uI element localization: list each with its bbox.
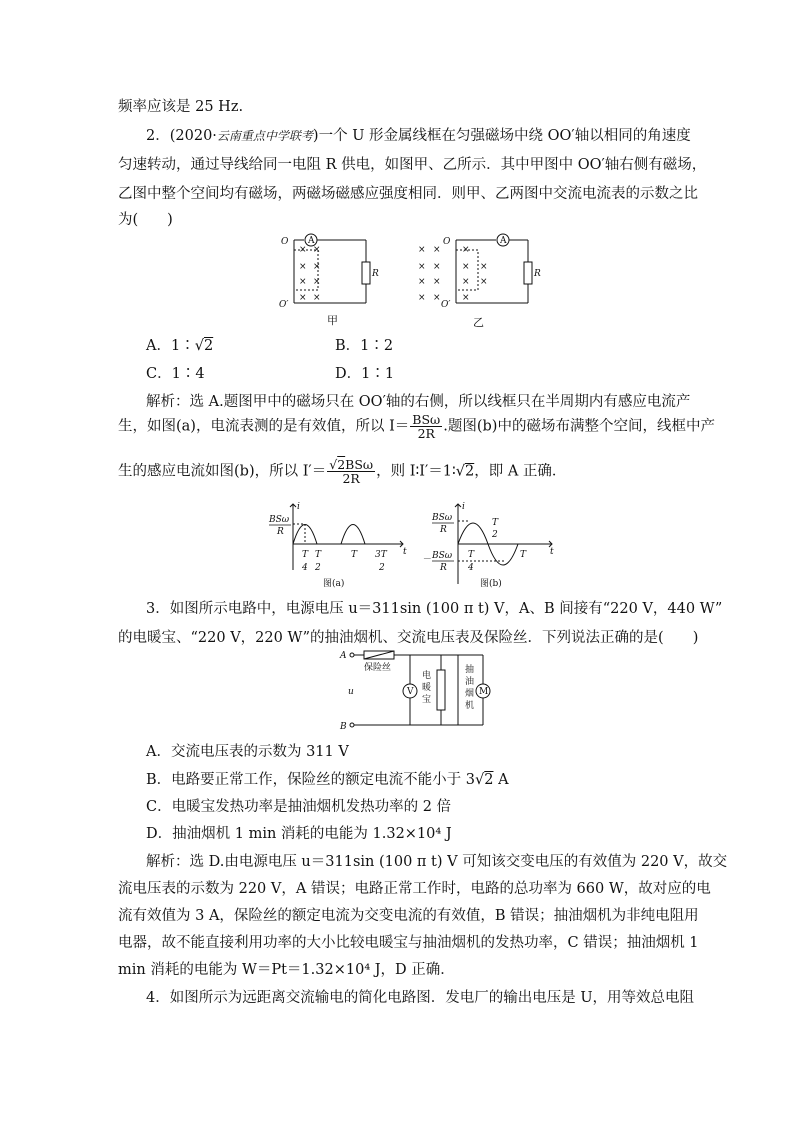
option-c: C．1∶4 (146, 366, 205, 382)
u-frame-figure (270, 228, 560, 333)
graph-a-caption: 图(a) (323, 579, 345, 589)
answer-line: 解析：选 D.由电源电压 u＝311sin (100 π t) V 可知该交变电压的有效值为 220 V，故交 (146, 854, 728, 870)
svg-text:×: × (299, 245, 307, 255)
svg-text:BSω: BSω (432, 513, 453, 523)
option-c: C．电暖宝发热功率是抽油烟机发热功率的 2 倍 (146, 799, 452, 815)
graph-a-pulse-2 (341, 525, 365, 545)
svg-text:i: i (462, 502, 465, 512)
heater-resistor (437, 670, 445, 710)
label-o: O (281, 237, 289, 247)
answer-line: 流有效值为 3 A，保险丝的额定电流为交变电流的有效值，B 错误；抽油烟机为非纯电阻用 (118, 908, 699, 924)
graph-b-caption: 图(b) (480, 579, 502, 589)
svg-text:×: × (418, 293, 426, 303)
question-3-line: 3．如图所示电路中，电源电压 u＝311sin (100 π t) V，A、B 间接有“220 V，440 W” (146, 601, 723, 617)
svg-text:×: × (462, 277, 470, 287)
svg-text:×: × (462, 262, 470, 272)
svg-text:×: × (433, 245, 441, 255)
svg-text:抽: 抽 (465, 665, 475, 675)
svg-text:暖: 暖 (422, 683, 432, 693)
svg-text:3T: 3T (375, 550, 387, 560)
answer-line: 解析：选 A.题图甲中的磁场只在 OO′轴的右侧，所以线框只在半周期内有感应电流产 (146, 394, 691, 410)
question-2-line: 匀速转动，通过导线给同一电阻 R 供电，如图甲、乙所示．其中甲图中 OO′轴右侧有磁场， (118, 157, 707, 173)
svg-text:4: 4 (302, 563, 308, 573)
svg-text:×: × (480, 262, 488, 272)
option-a: A．1∶√2 (146, 338, 214, 354)
svg-text:t: t (550, 547, 554, 557)
question-2-line: 为( ) (118, 212, 173, 228)
svg-text:T: T (351, 550, 358, 560)
answer-line: 电器，故不能直接利用功率的大小比较电暖宝与抽油烟机的发热功率，C 错误；抽油烟机 1 (118, 935, 699, 951)
svg-text:×: × (418, 245, 426, 255)
svg-text:T: T (468, 550, 475, 560)
graph-b (422, 500, 562, 590)
svg-text:t: t (403, 547, 407, 557)
option-d: D．1∶1 (335, 366, 395, 382)
svg-text:×: × (313, 293, 321, 303)
svg-text:T: T (520, 550, 527, 560)
svg-text:R: R (440, 525, 447, 535)
svg-text:O: O (443, 237, 451, 247)
caption-yi: 乙 (473, 316, 484, 329)
svg-text:×: × (418, 262, 426, 272)
svg-text:宝: 宝 (422, 695, 432, 705)
question-2-line: 2．(2020·云南重点中学联考)一个 U 形金属线框在匀强磁场中绕 OO′轴以相同的角速度 (146, 128, 691, 144)
answer-line: min 消耗的电能为 W＝Pt＝1.32×10⁴ J，D 正确． (118, 962, 455, 978)
svg-text:×: × (418, 277, 426, 287)
option-b: B．电路要正常工作，保险丝的额定电流不能小于 3√2 A (146, 772, 509, 788)
ammeter-a: A (308, 236, 315, 246)
svg-text:×: × (433, 277, 441, 287)
field-crosses (299, 245, 488, 303)
answer-line: 流电压表的示数为 220 V，A 错误；电路正常工作时，电路的总功率为 660 W，故对应的电 (118, 881, 711, 897)
svg-text:×: × (299, 262, 307, 272)
svg-text:T: T (315, 550, 322, 560)
svg-text:T: T (302, 550, 309, 560)
svg-text:R: R (534, 269, 541, 279)
svg-text:B: B (340, 722, 347, 732)
svg-text:BSω: BSω (432, 551, 453, 561)
svg-text:u: u (348, 687, 354, 697)
option-b: B．1∶2 (335, 338, 394, 354)
circuit-figure (338, 644, 498, 734)
svg-text:×: × (313, 262, 321, 272)
question-4-line: 4．如图所示为远距离交流输电的简化电路图．发电厂的输出电压是 U，用等效总电阻 (146, 990, 695, 1006)
question-3-line: 的电暖宝、“220 V，220 W”的抽油烟机、交流电压表及保险丝．下列说法正确的是( ) (118, 630, 699, 646)
svg-text:T: T (492, 518, 499, 528)
svg-text:V: V (407, 687, 414, 697)
source-label: 云南重点中学联考 (216, 129, 313, 143)
label-o-prime: O′ (279, 300, 289, 310)
svg-text:×: × (433, 293, 441, 303)
option-d: D．抽油烟机 1 min 消耗的电能为 1.32×10⁴ J (146, 826, 452, 842)
answer-line: 生的感应电流如图(b)，所以 I′＝ $\frac{\text{√2BSω}}{2R}$ ，则 I∶I′＝1∶√2，即 A 正确． (118, 457, 567, 487)
svg-text:R: R (440, 563, 447, 573)
svg-text:2: 2 (315, 563, 321, 573)
svg-text:保险丝: 保险丝 (364, 663, 392, 673)
svg-text:i: i (297, 502, 300, 512)
svg-text:烟: 烟 (465, 689, 475, 699)
answer-line: 生，如图(a)，电流表测的是有效值，所以 I＝ $\frac{\text{BSω}}{2R}$ .题图(b)中的磁场布满整个空间，线框中产 (118, 412, 715, 442)
svg-text:机: 机 (465, 701, 475, 711)
svg-text:R: R (277, 527, 284, 537)
svg-text:2: 2 (379, 563, 385, 573)
question-2-line: 乙图中整个空间均有磁场，两磁场磁感应强度相同．则甲、乙两图中交流电流表的示数之比 (118, 186, 698, 202)
svg-text:×: × (462, 245, 470, 255)
svg-text:×: × (433, 262, 441, 272)
option-a: A．交流电压表的示数为 311 V (146, 744, 349, 760)
svg-text:×: × (299, 277, 307, 287)
label-r: R (372, 269, 379, 279)
svg-text:BSω: BSω (269, 515, 290, 525)
svg-text:A: A (340, 651, 347, 661)
caption-jia: 甲 (327, 314, 338, 327)
svg-text:×: × (299, 293, 307, 303)
graph-a (265, 500, 415, 590)
svg-text:油: 油 (465, 677, 475, 687)
svg-text:2: 2 (492, 530, 498, 540)
svg-text:×: × (462, 293, 470, 303)
text-line: 频率应该是 25 Hz. (118, 99, 244, 115)
svg-text:×: × (313, 277, 321, 287)
svg-text:×: × (480, 277, 488, 287)
svg-text:A: A (500, 236, 507, 246)
svg-text:O′: O′ (441, 300, 451, 310)
svg-text:M: M (479, 687, 489, 697)
svg-text:×: × (313, 245, 321, 255)
svg-text:－: － (422, 555, 432, 565)
svg-text:电: 电 (422, 671, 432, 681)
svg-text:4: 4 (468, 563, 474, 573)
